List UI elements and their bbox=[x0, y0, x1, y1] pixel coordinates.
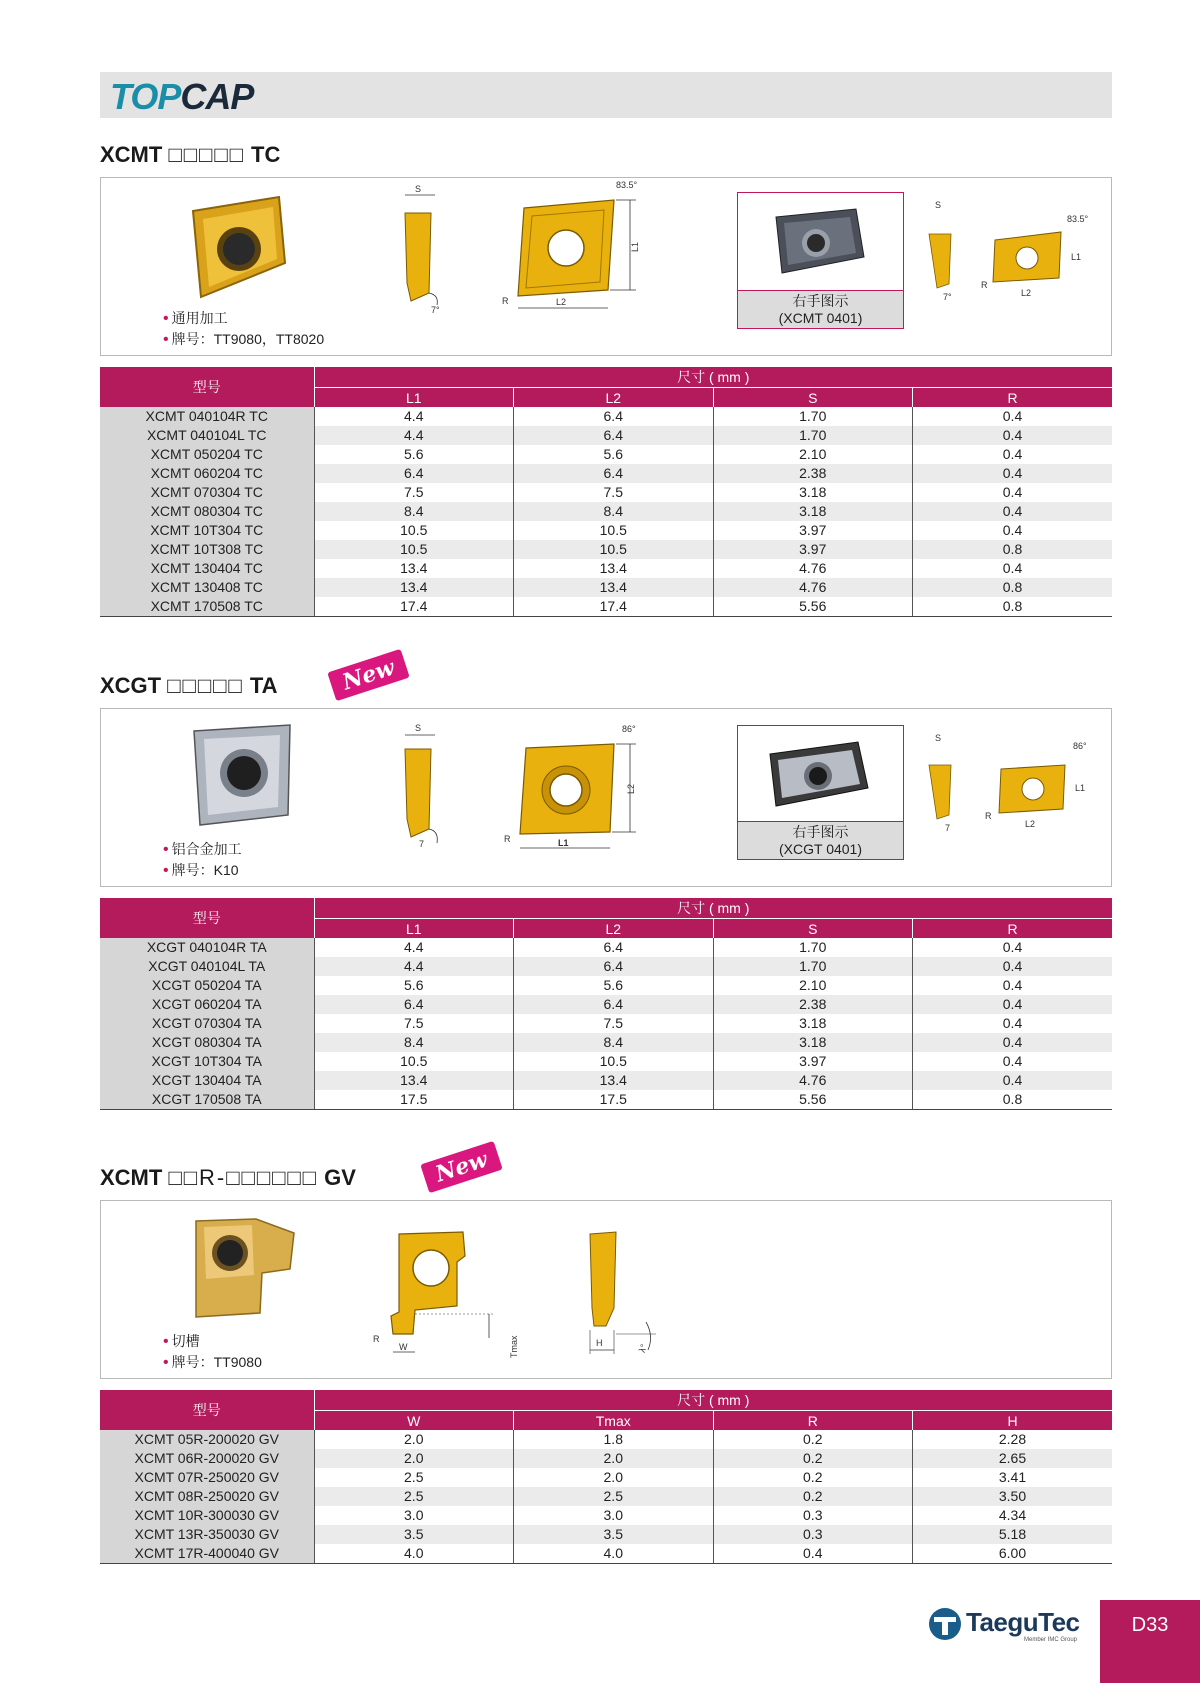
grooving-side-view-diagram bbox=[576, 1226, 686, 1366]
svg-text:86°: 86° bbox=[622, 724, 636, 734]
svg-text:83.5°: 83.5° bbox=[616, 180, 638, 190]
dimension-cell: 0.8 bbox=[913, 1090, 1113, 1110]
dimension-cell: 10.5 bbox=[514, 540, 714, 559]
dimension-cell: 0.4 bbox=[713, 1544, 913, 1564]
dimension-cell: 0.3 bbox=[713, 1525, 913, 1544]
dimension-cell: 3.18 bbox=[713, 483, 913, 502]
dimension-cell: 0.4 bbox=[913, 502, 1113, 521]
dimension-cell: 3.97 bbox=[713, 1052, 913, 1071]
dimension-cell: 0.4 bbox=[913, 483, 1113, 502]
svg-text:L1: L1 bbox=[630, 241, 640, 252]
right-hand-diagrams bbox=[921, 729, 1101, 839]
svg-text:L2: L2 bbox=[1025, 819, 1036, 829]
svg-text:7: 7 bbox=[945, 823, 951, 833]
model-cell: XCMT 050204 TC bbox=[100, 445, 314, 464]
table-row bbox=[100, 1090, 1112, 1110]
table-row bbox=[100, 1052, 1112, 1071]
dimension-cell: 0.8 bbox=[913, 597, 1113, 617]
insert-photo bbox=[186, 1213, 301, 1323]
model-cell: XCMT 10T304 TC bbox=[100, 521, 314, 540]
dimension-cell: 2.28 bbox=[913, 1430, 1113, 1449]
table-row bbox=[100, 483, 1112, 502]
column-header: S bbox=[713, 388, 913, 408]
dimension-cell: 10.5 bbox=[314, 521, 514, 540]
dimension-cell: 10.5 bbox=[514, 1052, 714, 1071]
table-row bbox=[100, 976, 1112, 995]
dimension-cell: 0.8 bbox=[913, 540, 1113, 559]
model-cell: XCMT 06R-200020 GV bbox=[100, 1449, 314, 1468]
model-cell: XCMT 060204 TC bbox=[100, 464, 314, 483]
dimension-cell: 4.76 bbox=[713, 559, 913, 578]
table-row bbox=[100, 1033, 1112, 1052]
svg-text:7°: 7° bbox=[943, 292, 952, 302]
dimension-cell: 4.76 bbox=[713, 1071, 913, 1090]
table-row bbox=[100, 1544, 1112, 1564]
dimension-cell: 1.8 bbox=[514, 1430, 714, 1449]
dimension-cell: 1.70 bbox=[713, 407, 913, 426]
right-hand-caption: 右手图示 (XCMT 0401) bbox=[738, 290, 903, 328]
dimension-cell: 0.3 bbox=[713, 1506, 913, 1525]
new-badge: New bbox=[420, 1141, 503, 1193]
svg-text:S: S bbox=[415, 723, 422, 733]
column-header: R bbox=[713, 1411, 913, 1431]
column-header: L1 bbox=[314, 388, 514, 408]
insert-photo bbox=[186, 721, 296, 831]
dimension-cell: 0.4 bbox=[913, 976, 1113, 995]
feature-list bbox=[163, 1331, 262, 1373]
svg-text:L1: L1 bbox=[558, 838, 569, 848]
feature-list bbox=[163, 839, 242, 881]
dimension-cell: 0.4 bbox=[913, 445, 1113, 464]
dimension-cell: 3.18 bbox=[713, 1033, 913, 1052]
dimension-cell: 2.5 bbox=[314, 1468, 514, 1487]
dimension-cell: 1.70 bbox=[713, 938, 913, 957]
dimension-cell: 6.4 bbox=[514, 407, 714, 426]
column-header: H bbox=[913, 1411, 1113, 1431]
svg-text:S: S bbox=[415, 184, 422, 194]
dimension-cell: 13.4 bbox=[514, 578, 714, 597]
dimension-cell: 6.4 bbox=[314, 995, 514, 1014]
dimension-cell: 5.56 bbox=[713, 1090, 913, 1110]
model-cell: XCMT 040104R TC bbox=[100, 407, 314, 426]
table-row bbox=[100, 1506, 1112, 1525]
model-cell: XCMT 080304 TC bbox=[100, 502, 314, 521]
table-row bbox=[100, 1468, 1112, 1487]
dimension-cell: 0.4 bbox=[913, 1052, 1113, 1071]
dimension-cell: 17.5 bbox=[314, 1090, 514, 1110]
model-cell: XCMT 05R-200020 GV bbox=[100, 1430, 314, 1449]
svg-text:7°: 7° bbox=[431, 305, 440, 313]
dimension-cell: 8.4 bbox=[514, 502, 714, 521]
spec-table-xcgt-ta bbox=[100, 898, 1112, 1110]
column-header: Tmax bbox=[514, 1411, 714, 1431]
model-cell: XCMT 170508 TC bbox=[100, 597, 314, 617]
dimension-cell: 4.4 bbox=[314, 426, 514, 445]
feature-item: • 铝合金加工 bbox=[163, 841, 242, 858]
dimension-cell: 0.8 bbox=[913, 578, 1113, 597]
dimension-cell: 2.65 bbox=[913, 1449, 1113, 1468]
taegutec-wordmark: TaeguTec bbox=[966, 1607, 1080, 1637]
dimension-cell: 5.6 bbox=[314, 445, 514, 464]
model-cell: XCMT 070304 TC bbox=[100, 483, 314, 502]
svg-text:L1: L1 bbox=[1075, 783, 1086, 793]
dimension-cell: 0.4 bbox=[913, 464, 1113, 483]
svg-text:86°: 86° bbox=[1073, 741, 1087, 751]
dimension-cell: 0.4 bbox=[913, 1033, 1113, 1052]
dimension-cell: 0.2 bbox=[713, 1430, 913, 1449]
dimension-cell: 4.0 bbox=[314, 1544, 514, 1564]
section-title-xcmt-tc: XCMT □□□□□ TC bbox=[100, 142, 281, 167]
dimension-cell: 2.0 bbox=[314, 1449, 514, 1468]
model-cell: XCMT 10T308 TC bbox=[100, 540, 314, 559]
model-header: 型号 bbox=[100, 898, 314, 938]
feature-item: • 牌号：TT9080，TT8020 bbox=[163, 331, 325, 348]
table-row bbox=[100, 521, 1112, 540]
dimension-cell: 7.5 bbox=[314, 483, 514, 502]
dimension-cell: 6.4 bbox=[514, 464, 714, 483]
model-cell: XCGT 060204 TA bbox=[100, 995, 314, 1014]
svg-text:H: H bbox=[596, 1338, 603, 1348]
taegutec-emblem-icon bbox=[928, 1607, 962, 1641]
dimension-cell: 6.4 bbox=[314, 464, 514, 483]
model-cell: XCGT 10T304 TA bbox=[100, 1052, 314, 1071]
dimension-cell: 13.4 bbox=[514, 559, 714, 578]
svg-text:Tmax: Tmax bbox=[509, 1335, 519, 1358]
page-number: D33 bbox=[1100, 1600, 1200, 1683]
table-row bbox=[100, 407, 1112, 426]
svg-text:R: R bbox=[981, 280, 988, 290]
brand-header-bar bbox=[100, 72, 1112, 118]
svg-text:λ°: λ° bbox=[636, 1342, 650, 1354]
dimension-cell: 0.2 bbox=[713, 1449, 913, 1468]
svg-text:R: R bbox=[502, 296, 509, 306]
dimension-cell: 3.5 bbox=[314, 1525, 514, 1544]
dimension-cell: 2.0 bbox=[514, 1449, 714, 1468]
right-hand-illustration-box bbox=[737, 725, 904, 860]
svg-text:R: R bbox=[373, 1334, 380, 1344]
table-row bbox=[100, 1071, 1112, 1090]
column-header: L1 bbox=[314, 919, 514, 939]
model-cell: XCGT 070304 TA bbox=[100, 1014, 314, 1033]
dimension-cell: 0.4 bbox=[913, 957, 1113, 976]
taegutec-tagline: Member IMC Group bbox=[1024, 1637, 1078, 1643]
table-row bbox=[100, 578, 1112, 597]
model-header: 型号 bbox=[100, 1390, 314, 1430]
dimension-cell: 5.6 bbox=[514, 445, 714, 464]
model-header: 型号 bbox=[100, 367, 314, 407]
model-cell: XCMT 040104L TC bbox=[100, 426, 314, 445]
svg-text:W: W bbox=[399, 1342, 408, 1352]
right-hand-insert-photo bbox=[766, 736, 876, 811]
dimension-cell: 0.2 bbox=[713, 1487, 913, 1506]
dimension-cell: 0.4 bbox=[913, 1071, 1113, 1090]
dimension-cell: 6.4 bbox=[514, 957, 714, 976]
column-header: L2 bbox=[514, 388, 714, 408]
svg-text:S: S bbox=[935, 733, 942, 743]
table-row bbox=[100, 1430, 1112, 1449]
right-hand-illustration-box bbox=[737, 192, 904, 329]
column-header: R bbox=[913, 919, 1113, 939]
dimension-cell: 13.4 bbox=[314, 559, 514, 578]
model-cell: XCGT 080304 TA bbox=[100, 1033, 314, 1052]
table-row bbox=[100, 1014, 1112, 1033]
dimension-group-header: 尺寸 ( mm ) bbox=[314, 367, 1112, 388]
grooving-top-view-diagram bbox=[369, 1226, 519, 1366]
table-row bbox=[100, 995, 1112, 1014]
model-cell: XCMT 13R-350030 GV bbox=[100, 1525, 314, 1544]
model-cell: XCGT 170508 TA bbox=[100, 1090, 314, 1110]
svg-text:L2: L2 bbox=[556, 297, 567, 307]
model-cell: XCMT 08R-250020 GV bbox=[100, 1487, 314, 1506]
table-row bbox=[100, 426, 1112, 445]
dimension-cell: 0.4 bbox=[913, 426, 1113, 445]
model-cell: XCMT 07R-250020 GV bbox=[100, 1468, 314, 1487]
right-hand-insert-photo bbox=[770, 205, 870, 280]
table-row bbox=[100, 1525, 1112, 1544]
dimension-cell: 2.38 bbox=[713, 995, 913, 1014]
product-panel-xcmt-tc bbox=[100, 177, 1112, 356]
dimension-cell: 3.41 bbox=[913, 1468, 1113, 1487]
table-row bbox=[100, 938, 1112, 957]
dimension-cell: 2.5 bbox=[514, 1487, 714, 1506]
table-row bbox=[100, 502, 1112, 521]
model-cell: XCMT 130408 TC bbox=[100, 578, 314, 597]
column-header: W bbox=[314, 1411, 514, 1431]
dimension-cell: 5.6 bbox=[514, 976, 714, 995]
dimension-cell: 10.5 bbox=[314, 1052, 514, 1071]
dimension-cell: 0.4 bbox=[913, 995, 1113, 1014]
dimension-cell: 7.5 bbox=[314, 1014, 514, 1033]
dimension-cell: 7.5 bbox=[514, 1014, 714, 1033]
column-header: R bbox=[913, 388, 1113, 408]
table-row bbox=[100, 1487, 1112, 1506]
dimension-cell: 5.6 bbox=[314, 976, 514, 995]
table-row bbox=[100, 540, 1112, 559]
dimension-cell: 17.5 bbox=[514, 1090, 714, 1110]
side-view-diagram bbox=[391, 183, 471, 313]
model-cell: XCGT 040104R TA bbox=[100, 938, 314, 957]
dimension-cell: 2.0 bbox=[514, 1468, 714, 1487]
svg-text:L1: L1 bbox=[1071, 252, 1082, 262]
dimension-cell: 10.5 bbox=[314, 540, 514, 559]
spec-table-xcmt-tc bbox=[100, 367, 1112, 617]
dimension-cell: 4.4 bbox=[314, 938, 514, 957]
right-hand-caption: 右手图示 (XCGT 0401) bbox=[738, 821, 903, 859]
dimension-cell: 3.97 bbox=[713, 540, 913, 559]
dimension-cell: 17.4 bbox=[314, 597, 514, 617]
svg-text:L2: L2 bbox=[1021, 288, 1032, 298]
dimension-cell: 4.4 bbox=[314, 407, 514, 426]
dimension-cell: 13.4 bbox=[314, 578, 514, 597]
section-title-xcgt-ta: XCGT □□□□□ TA bbox=[100, 673, 278, 698]
feature-item: • 通用加工 bbox=[163, 310, 228, 327]
dimension-cell: 4.0 bbox=[514, 1544, 714, 1564]
topcap-logo: TOPCAP bbox=[110, 76, 254, 117]
dimension-cell: 8.4 bbox=[514, 1033, 714, 1052]
dimension-cell: 3.18 bbox=[713, 1014, 913, 1033]
dimension-cell: 2.0 bbox=[314, 1430, 514, 1449]
spec-table-xcmt-gv bbox=[100, 1390, 1112, 1564]
taegutec-logo bbox=[928, 1605, 1088, 1645]
dimension-cell: 17.4 bbox=[514, 597, 714, 617]
table-row bbox=[100, 1449, 1112, 1468]
dimension-group-header: 尺寸 ( mm ) bbox=[314, 1390, 1112, 1411]
svg-text:R: R bbox=[985, 811, 992, 821]
dimension-cell: 4.4 bbox=[314, 957, 514, 976]
svg-text:7: 7 bbox=[419, 839, 425, 849]
dimension-cell: 2.10 bbox=[713, 445, 913, 464]
section-title-xcmt-gv: XCMT □□R-□□□□□□ GV bbox=[100, 1165, 356, 1190]
side-view-diagram bbox=[391, 719, 471, 849]
dimension-cell: 0.4 bbox=[913, 938, 1113, 957]
top-view-diagram bbox=[496, 714, 656, 854]
dimension-cell: 7.5 bbox=[514, 483, 714, 502]
dimension-cell: 10.5 bbox=[514, 521, 714, 540]
feature-item: • 牌号：K10 bbox=[163, 862, 239, 879]
dimension-cell: 0.4 bbox=[913, 1014, 1113, 1033]
product-panel-xcgt-ta bbox=[100, 708, 1112, 887]
table-row bbox=[100, 445, 1112, 464]
model-cell: XCMT 17R-400040 GV bbox=[100, 1544, 314, 1564]
dimension-cell: 2.5 bbox=[314, 1487, 514, 1506]
dimension-cell: 0.4 bbox=[913, 407, 1113, 426]
dimension-cell: 6.4 bbox=[514, 995, 714, 1014]
svg-text:S: S bbox=[935, 200, 942, 210]
feature-list bbox=[163, 308, 324, 350]
dimension-cell: 5.18 bbox=[913, 1525, 1113, 1544]
dimension-cell: 0.4 bbox=[913, 521, 1113, 540]
model-cell: XCMT 130404 TC bbox=[100, 559, 314, 578]
dimension-cell: 6.4 bbox=[514, 938, 714, 957]
new-badge: New bbox=[327, 649, 410, 701]
svg-text:83.5°: 83.5° bbox=[1067, 214, 1089, 224]
dimension-cell: 3.18 bbox=[713, 502, 913, 521]
dimension-cell: 5.56 bbox=[713, 597, 913, 617]
dimension-cell: 1.70 bbox=[713, 957, 913, 976]
dimension-cell: 0.2 bbox=[713, 1468, 913, 1487]
product-panel-xcmt-gv bbox=[100, 1200, 1112, 1379]
dimension-cell: 8.4 bbox=[314, 1033, 514, 1052]
dimension-cell: 4.34 bbox=[913, 1506, 1113, 1525]
svg-text:L2: L2 bbox=[626, 783, 636, 794]
table-row bbox=[100, 559, 1112, 578]
model-cell: XCGT 130404 TA bbox=[100, 1071, 314, 1090]
dimension-cell: 1.70 bbox=[713, 426, 913, 445]
insert-photo bbox=[181, 193, 291, 303]
model-cell: XCGT 050204 TA bbox=[100, 976, 314, 995]
dimension-cell: 3.0 bbox=[514, 1506, 714, 1525]
dimension-cell: 2.10 bbox=[713, 976, 913, 995]
dimension-group-header: 尺寸 ( mm ) bbox=[314, 898, 1112, 919]
svg-text:R: R bbox=[504, 834, 511, 844]
dimension-cell: 3.97 bbox=[713, 521, 913, 540]
model-cell: XCMT 10R-300030 GV bbox=[100, 1506, 314, 1525]
feature-item: • 切槽 bbox=[163, 1333, 200, 1350]
dimension-cell: 13.4 bbox=[514, 1071, 714, 1090]
dimension-cell: 6.4 bbox=[514, 426, 714, 445]
top-view-diagram bbox=[496, 178, 656, 318]
dimension-cell: 3.0 bbox=[314, 1506, 514, 1525]
dimension-cell: 8.4 bbox=[314, 502, 514, 521]
column-header: S bbox=[713, 919, 913, 939]
feature-item: • 牌号：TT9080 bbox=[163, 1354, 262, 1371]
table-row bbox=[100, 597, 1112, 617]
dimension-cell: 13.4 bbox=[314, 1071, 514, 1090]
dimension-cell: 0.4 bbox=[913, 559, 1113, 578]
dimension-cell: 3.5 bbox=[514, 1525, 714, 1544]
dimension-cell: 6.00 bbox=[913, 1544, 1113, 1564]
table-row bbox=[100, 957, 1112, 976]
dimension-cell: 2.38 bbox=[713, 464, 913, 483]
model-cell: XCGT 040104L TA bbox=[100, 957, 314, 976]
column-header: L2 bbox=[514, 919, 714, 939]
table-row bbox=[100, 464, 1112, 483]
dimension-cell: 4.76 bbox=[713, 578, 913, 597]
dimension-cell: 3.50 bbox=[913, 1487, 1113, 1506]
right-hand-diagrams bbox=[921, 198, 1101, 308]
